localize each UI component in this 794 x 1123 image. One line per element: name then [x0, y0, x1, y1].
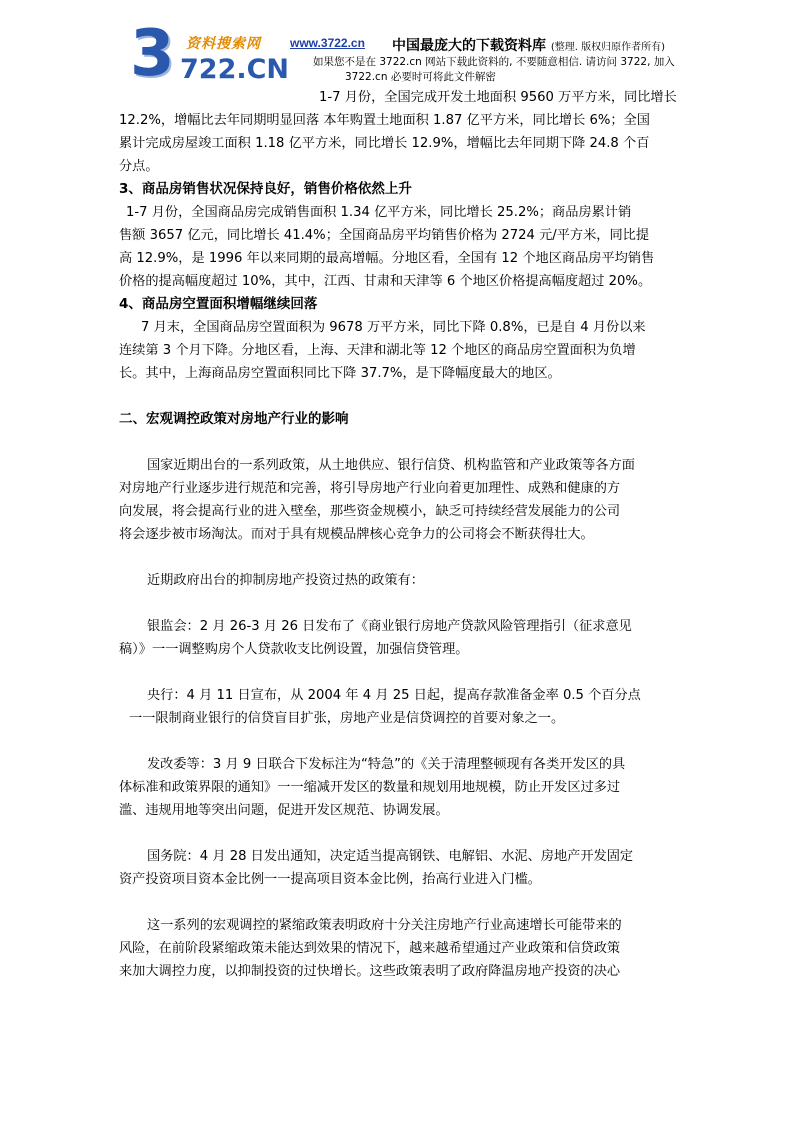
header-notice-line: 3722.cn 必要时可将此文件解密 — [345, 71, 496, 83]
section-heading: 4、商品房空置面积增幅继续回落 — [119, 296, 318, 312]
section-heading: 二、宏观调控政策对房地产行业的影响 — [119, 411, 349, 427]
text-line: 近期政府出台的抑制房地产投资过热的政策有： — [147, 573, 424, 588]
logo-site-name: 资料搜索网 — [186, 36, 261, 52]
text-line: 这一系列的宏观调控的紧缩政策表明政府十分关注房地产行业高速增长可能带来的 — [147, 918, 622, 933]
text-line: 售额 3657 亿元，同比增长 41.4%；全国商品房平均销售价格为 2724 元/平方米，同比提 — [119, 228, 650, 243]
site-url-link[interactable]: www.3722.cn — [290, 36, 365, 50]
text-line: 资产投资项目资本金比例一一提高项目资本金比例，抬高行业进入门槛。 — [119, 872, 541, 887]
text-line: 一一限制商业银行的信贷盲目扩张，房地产业是信贷调控的首要对象之一。 — [129, 711, 565, 726]
text-line: 稿）》一一调整购房个人贷款收支比例设置，加强信贷管理。 — [119, 642, 469, 657]
header-title — [392, 35, 665, 55]
text-line: 7 月末，全国商品房空置面积为 9678 万平方米，同比下降 0.8%，已是自 4 月份以来 — [141, 320, 646, 335]
text-line: 银监会：2 月 26-3 月 26 日发布了《商业银行房地产贷款风险管理指引（征求意见 — [147, 619, 632, 634]
logo-domain-text: 722.CN — [180, 54, 290, 85]
text-line: 1-7 月份，全国完成开发土地面积 9560 万平方米，同比增长 — [319, 90, 677, 105]
text-line: 长。其中，上海商品房空置面积同比下降 37.7%，是下降幅度最大的地区。 — [119, 366, 561, 381]
document-body — [119, 86, 739, 983]
text-line: 连续第 3 个月下降。分地区看，上海、天津和湖北等 12 个地区的商品房空置面积为负增 — [119, 343, 636, 358]
site-logo — [0, 0, 300, 95]
text-line: 对房地产行业逐步进行规范和完善，将引导房地产行业向着更加理性、成熟和健康的方 — [119, 481, 621, 496]
text-line: 体标准和政策界限的通知》一一缩减开发区的数量和规划用地规模，防止开发区过多过 — [119, 780, 621, 795]
header-title-note: (整理. 版权归原作者所有) — [550, 42, 666, 53]
text-line: 风险，在前阶段紧缩政策未能达到效果的情况下，越来越希望通过产业政策和信贷政策 — [119, 941, 621, 956]
text-line: 价格的提高幅度超过 10%，其中，江西、甘肃和天津等 6 个地区价格提高幅度超过 20%。 — [119, 274, 652, 289]
text-line: 12.2%，增幅比去年同期明显回落 本年购置土地面积 1.87 亿平方米，同比增长 6%；全国 — [119, 113, 650, 128]
text-line: 来加大调控力度，以抑制投资的过快增长。这些政策表明了政府降温房地产投资的决心 — [119, 964, 621, 979]
text-line: 国家近期出台的一系列政策，从土地供应、银行信贷、机构监管和产业政策等各方面 — [147, 458, 635, 473]
section-heading: 3、商品房销售状况保持良好，销售价格依然上升 — [119, 181, 412, 197]
text-line: 累计完成房屋竣工面积 1.18 亿平方米，同比增长 12.9%，增幅比去年同期下降 24.8 个百 — [119, 136, 650, 151]
text-line: 将会逐步被市场淘汰。而对于具有规模品牌核心竞争力的公司将会不断获得壮大。 — [119, 527, 594, 542]
text-line: 国务院：4 月 28 日发出通知，决定适当提高钢铁、电解铝、水泥、房地产开发固定 — [147, 849, 634, 864]
text-line: 央行：4 月 11 日宣布，从 2004 年 4 月 25 日起，提高存款准备金率 0.5 个百分点 — [147, 688, 641, 703]
header-notice-line: 如果您不是在 3722.cn 网站下载此资料的, 不要随意相信. 请访问 3722, 加入 — [313, 56, 675, 68]
text-line: 1-7 月份，全国商品房完成销售面积 1.34 亿平方米，同比增长 25.2%；商品房累计销 — [126, 205, 632, 220]
text-line: 发改委等：3 月 9 日联合下发标注为“特急”的《关于清理整顿现有各类开发区的具 — [147, 757, 626, 772]
logo-digit: 3 — [130, 17, 175, 91]
text-line: 高 12.9%，是 1996 年以来同期的最高增幅。分地区看，全国有 12 个地区商品房平均销售 — [119, 251, 655, 266]
text-line: 向发展，将会提高行业的进入壁垒，那些资金规模小，缺乏可持续经营发展能力的公司 — [119, 504, 621, 519]
text-line: 滥、违规用地等突出问题，促进开发区规范、协调发展。 — [119, 803, 449, 818]
header-notice — [313, 55, 733, 85]
header-title-main: 中国最庞大的下载资料库 — [392, 38, 546, 54]
text-line: 分点。 — [119, 159, 159, 174]
